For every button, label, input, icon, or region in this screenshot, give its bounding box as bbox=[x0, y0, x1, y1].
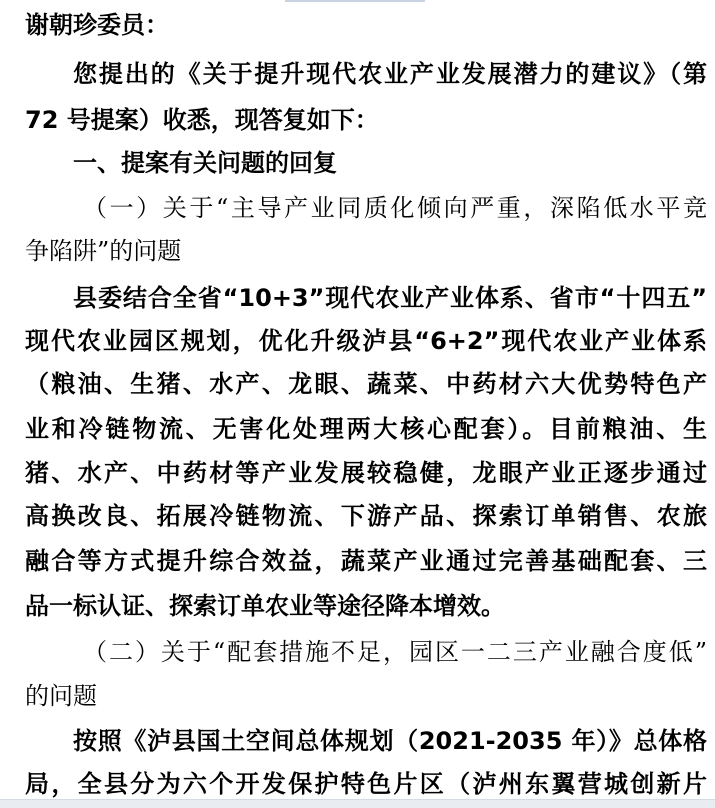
section-heading: 一、提案有关问题的回复 bbox=[73, 149, 337, 177]
sub1-title-line-1: （一）关于“主导产业同质化倾向严重，深陷低水平竞 bbox=[83, 194, 707, 222]
sub1-body-line-3: （粮油、生猪、水产、龙眼、蔬菜、中药材六大优势特色产 bbox=[25, 370, 707, 398]
salutation: 谢朝珍委员： bbox=[25, 11, 169, 39]
sub2-title-line-2: 的问题 bbox=[25, 682, 97, 710]
sub1-body-line-5: 猪、水产、中药材等产业发展较稳健，龙眼产业正逐步通过 bbox=[25, 459, 707, 487]
sub1-body-line-7: 融合等方式提升综合效益，蔬菜产业通过完善基础配套、三 bbox=[25, 547, 707, 575]
sub2-title-line-1: （二）关于“配套措施不足，园区一二三产业融合度低” bbox=[83, 638, 707, 666]
sub2-body-line-1: 按照《泸县国土空间总体规划（2021-2035 年）》总体格 bbox=[73, 727, 707, 755]
intro-line-1: 您提出的《关于提升现代农业产业发展潜力的建议》（第 bbox=[73, 60, 707, 88]
window-bottom-edge bbox=[0, 799, 715, 808]
sub1-body-line-8: 品一标认证、探索订单农业等途径降本增效。 bbox=[25, 592, 505, 620]
sub1-body-line-6: 高换改良、拓展冷链物流、下游产品、探索订单销售、农旅 bbox=[25, 502, 707, 530]
sub2-body-line-2: 局，全县分为六个开发保护特色片区（泸州东翼营城创新片 bbox=[25, 770, 707, 798]
sub1-body-line-2: 现代农业园区规划，优化升级泸县“6+2”现代农业产业体系 bbox=[25, 327, 707, 355]
sub1-title-line-2: 争陷阱”的问题 bbox=[25, 237, 182, 265]
sub1-body-line-4: 业和冷链物流、无害化处理两大核心配套）。目前粮油、生 bbox=[25, 415, 707, 443]
window-top-edge bbox=[285, 0, 425, 2]
sub1-body-line-1: 县委结合全省“10+3”现代农业产业体系、省市“十四五” bbox=[73, 284, 707, 312]
intro-line-2: 72 号提案）收悉，现答复如下： bbox=[25, 106, 379, 134]
